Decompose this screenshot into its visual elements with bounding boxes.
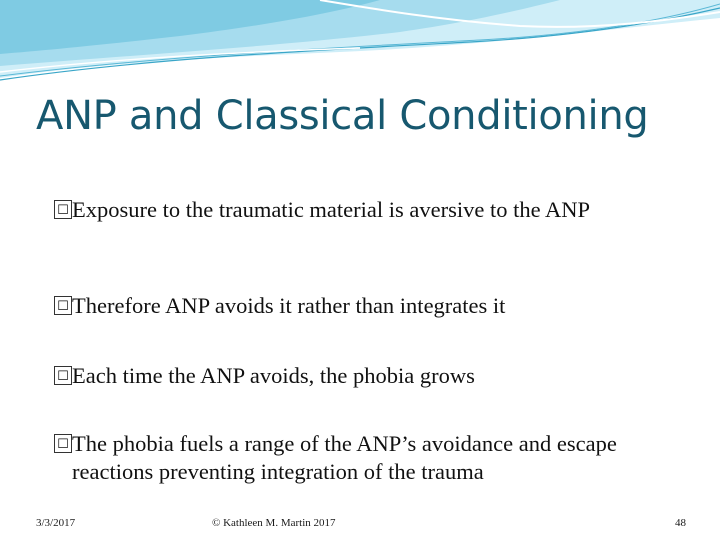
bullet-text: Each time the ANP avoids, the phobia grows: [72, 363, 475, 388]
footer-page-number: 48: [675, 517, 686, 529]
bullet-item: [54, 196, 694, 224]
bullet-box-icon: ☐: [54, 296, 72, 315]
bullet-text: Exposure to the traumatic material is aversive to the ANP: [72, 197, 590, 222]
header-wave-decoration: [0, 0, 720, 90]
bullet-item: [54, 362, 694, 390]
bullet-item: [54, 292, 694, 320]
bullet-text: Therefore ANP avoids it rather than integrates it: [72, 293, 506, 318]
footer-copyright: © Kathleen M. Martin 2017: [212, 517, 336, 529]
footer-date: 3/3/2017: [36, 517, 76, 529]
bullet-text: The phobia fuels a range of the ANP’s avoidance and escape reactions preventing integration of the trauma: [72, 431, 617, 484]
bullet-box-icon: ☐: [54, 200, 72, 219]
bullet-box-icon: ☐: [54, 366, 72, 385]
bullet-box-icon: ☐: [54, 434, 72, 453]
bullet-item: [54, 430, 694, 486]
slide-title: ANP and Classical Conditioning: [36, 93, 649, 139]
